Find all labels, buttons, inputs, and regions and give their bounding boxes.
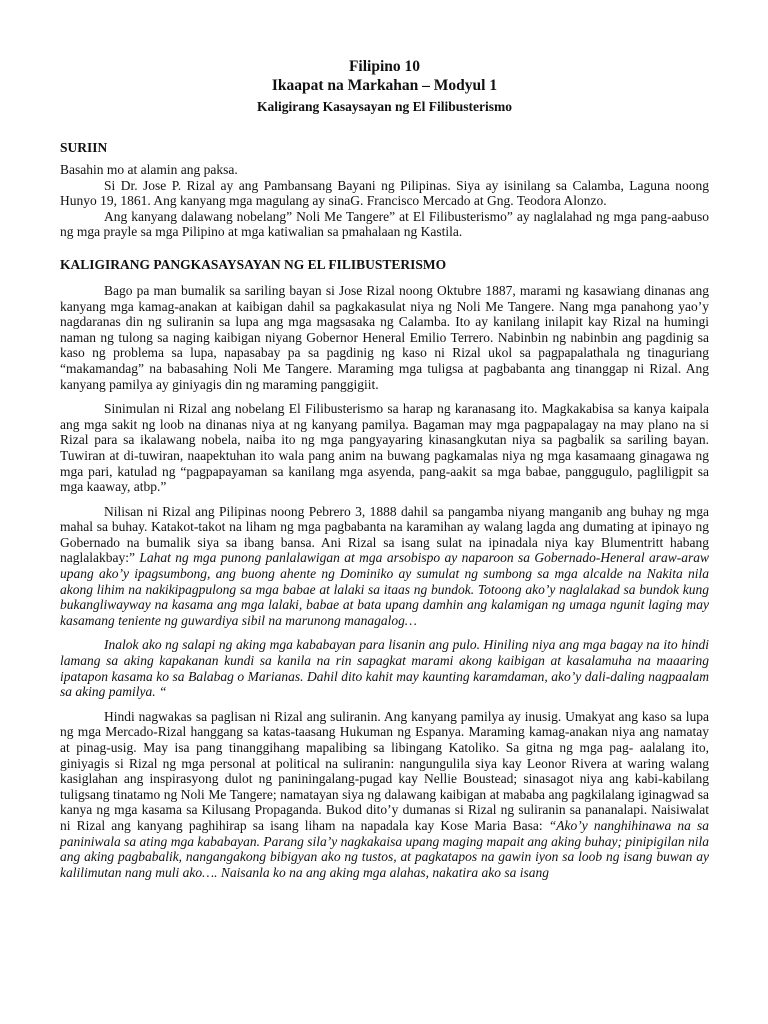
paragraph-4-quote: “Ako’y nanghihinawa na sa paniniwala sa ating mga kababayan. Parang sila’y nagkakaisa upang maging mapait ang aking buhay; pinipigilan nila ang aking pagbabalik, nangangakong bibigyan ako ng tustos, at pagkatapos na gawin iyon sa loob ng isang buwan ay kalilimutan nang muli ako…. Naisanla ko na ang aking mga alahas, nakatira ako sa isang: [60, 817, 710, 880]
kaligiran-paragraph-1: Bago pa man bumalik sa sariling bayan si Jose Rizal noong Oktubre 1887, marami ng kasawiang dinanas ang kanyang mga kamag-anakan at kaibigan dahil sa pagkakasulat niya ng Noli Me Tangere. Nang mga panahong yao’y nagdaranas din ng suliranin sa lupa ang mga magsasaka ng Calamba. Ito ay kanilang inilapit kay Rizal na humingi naman ng tulong sa naging kaibigan niyang Gobernor Heneral Emilio Terrero. Nabinbin ng nabinbin ang pagdinig sa kaso ng problema sa lupa, napasabay pa sa pagdinig ng kaso ni Rizal ukol sa pagpapalathala ng tinaguriang “makamandag” na babasahing Noli Me Tangere. Maraming mga tuligsa at pagbabanta ang tinanggap ni Rizal. Ang kanyang pamilya ay giniyagis din ng maraming panggigiit.: [60, 282, 709, 392]
kaligiran-paragraph-2: Sinimulan ni Rizal ang nobelang El Filibusterismo sa harap ng karanasang ito. Magkakabisa sa kanya kaipala ang mga sakit ng loob na dinanas niya at ng kanyang pamilya. Bagaman may mga pagpapalagay na may plano na si Rizal para sa ikalawang nobela, naiba ito ng mga pangyayaring kinasangkutan niya sa pagbalik sa sariling bayan. Tuwiran at di-tuwiran, naapektuhan ito wala pang anim na buwang pagkamalas niya ng mga kasamaang ginagawa ng mga pari, katulad ng “pagpapayaman sa kanilang mga asyenda, pang-aakit sa mga babae, panggugulo, pagliligpit sa mga kaaway, atbp.”: [60, 401, 709, 495]
kaligiran-paragraph-3: [60, 504, 709, 629]
document-topic: Kaligirang Kasaysayan ng El Filibusterismo: [256, 99, 513, 114]
document-subtitle: Ikaapat na Markahan – Modyul 1: [271, 77, 498, 94]
suriin-paragraph-2: Ang kanyang dalawang nobelang” Noli Me Tangere” at El Filibusterismo” ay naglalahad ng mga pang-aabuso ng mga prayle sa mga Pilipino at mga katiwalian sa pmahalaan ng Kastila.: [60, 208, 709, 240]
kaligiran-paragraph-4: [60, 709, 709, 881]
suriin-intro: Basahin mo at alamin ang paksa.: [60, 162, 238, 177]
suriin-paragraph-1: Si Dr. Jose P. Rizal ay ang Pambansang Bayani ng Pilipinas. Siya ay isinilang sa Calamba, Laguna noong Hunyo 19, 1861. Ang kanyang mga magulang ay sinaG. Francisco Mercado at Gng. Teodora Alonzo.: [60, 177, 709, 209]
document-title: Filipino 10: [348, 58, 421, 75]
section-heading-suriin: SURIIN: [60, 140, 108, 155]
paragraph-4-text: Hindi nagwakas sa paglisan ni Rizal ang suliranin. Ang kanyang pamilya ay inusig. Umakyat ang kaso sa lupa ng mga Mercado-Rizal hanggang sa katas-taasang Hukuman ng Espanya. Maraming kamag-anakan niya ang namatay at pinag-usig. May isa pang tinanggihang mapalibing sa libingang Katoliko. Sa gitna ng mga pag- aalalang ito, giniyagis si Rizal ng mga personal at political na suliranin: nangungulila siya kay Leonor Rivera at waring walang kasiglahan ang inspirasyong dulot ng paniningalang-pugad kay Nellie Boustead; sinasagot niya ang kabi-kabilang tuligsang tinatamo ng Noli Me Tangere; namatayan siya ng dalawang kaibigan at mababa ang pagkilalang iginagwad sa kanya ng mga kasama sa Kilusang Propaganda. Bukod dito’y dumanas si Rizal ng suliranin sa pananalapi. Naisiwalat ni Rizal ang kanyang paghihirap sa isang liham na napadala kay Kose Maria Basa:: [60, 708, 709, 833]
document-header: [60, 57, 709, 116]
kaligiran-quote: Inalok ako ng salapi ng aking mga kababayan para lisanin ang pulo. Hiniling niya ang mga bagay na ito hindi lamang sa aking kapakanan kundi sa kanila na rin sapagkat marami akong kaibigan at kasalamuha na maaaring ipatapon kasama ko sa Balabag o Marianas. Dahil dito kahit may kaunting karamdaman, ako’y dali-daling nagpaalam sa aking pamilya. “: [60, 637, 709, 700]
paragraph-3-quote: Lahat ng mga punong panlalawigan at mga arsobispo ay naparoon sa Gobernado-Heneral araw-araw upang ako’y ipagsumbong, ang buong ahente ng Dominiko ay sumulat ng sumbong sa mga alcalde na Nakita nila akong lihim na nakikipagpulong sa mga babae at lalaki sa itaas ng bundok. Totoong ako’y naglalakad sa bundok kung bukangliwayway na kasama ang mga lalaki, babae at bata upang damhin ang kalamigan ng umaga ngunit laging may kasamang teniente ng guwardiya sibil na marunong managalog…: [60, 550, 709, 628]
paragraph-3-text: Nilisan ni Rizal ang Pilipinas noong Pebrero 3, 1888 dahil sa pangamba niyang manganib ang buhay ng mga mahal sa buhay. Katakot-takot na liham ng mga pagbabanta na karamihan ay walang lagda ang dumating at ipinayo ng Gobernado na bumalik siya sa ibang bansa. Ani Rizal sa isang sulat na ipinadala niya kay Blumentritt habang naglalakbay:”: [60, 503, 709, 566]
section-heading-kaligiran: KALIGIRANG PANGKASAYSAYAN NG EL FILIBUSTERISMO: [60, 256, 447, 272]
